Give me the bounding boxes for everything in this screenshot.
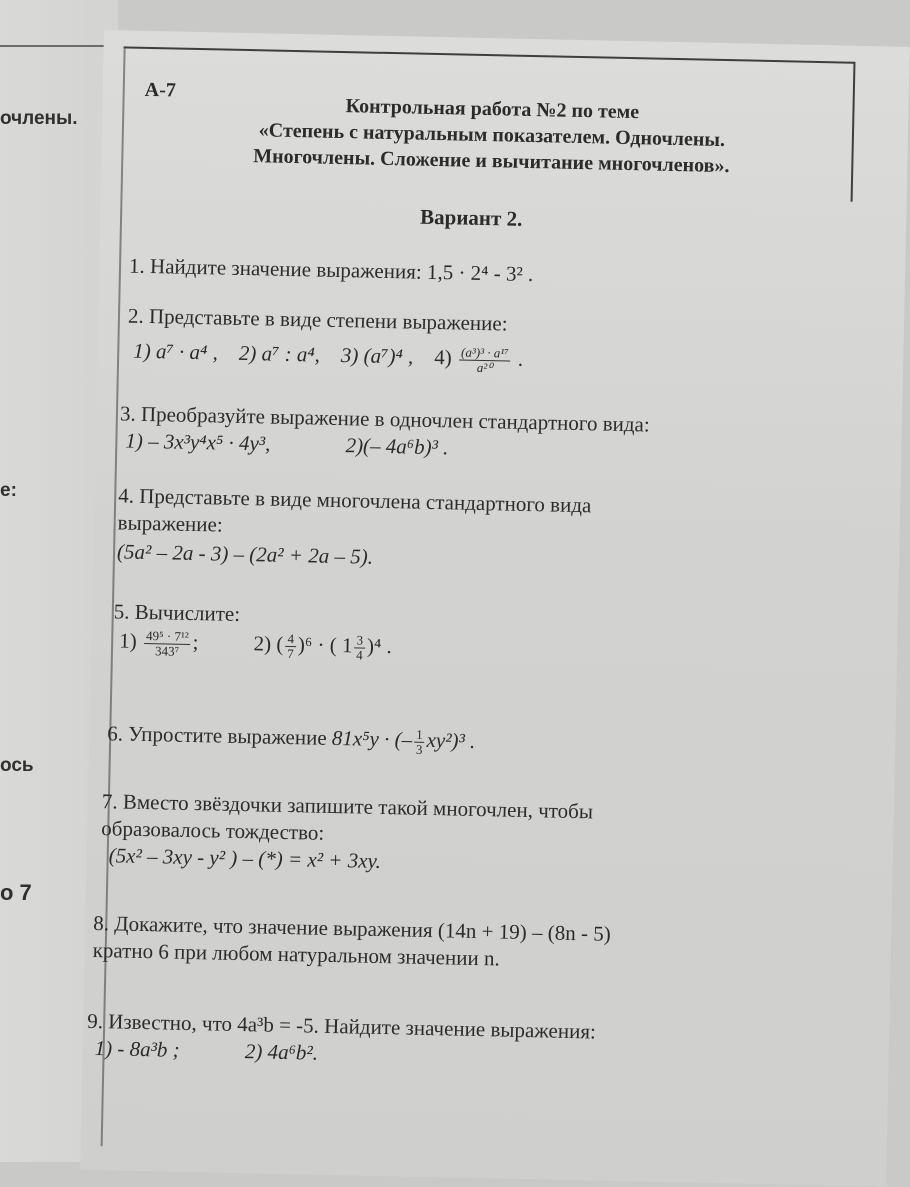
task-2-text: 2. Представьте в виде степени выражение: <box>127 303 508 336</box>
task-8-text: кратно 6 при любом натуральном значении n. <box>92 937 500 971</box>
fraction-denominator: 4 <box>356 647 363 663</box>
variant-code: А-7 <box>144 78 177 102</box>
task-9 <box>86 1008 596 1073</box>
task-2-item-1: 1) a⁷ · a⁴ , <box>133 338 219 365</box>
fraction-numerator: 1 <box>414 727 425 742</box>
task-2-item-4-end: . <box>517 346 524 371</box>
adjacent-text-fragment: очлены. <box>0 108 78 129</box>
task-6-text: 6. Упростите выражение <box>107 721 327 750</box>
frame-top-line <box>124 46 854 63</box>
task-4-expression: (5a² – 2a - 3) – (2a² + 2a – 5). <box>116 539 374 569</box>
task-7 <box>100 788 593 879</box>
task-6 <box>107 720 476 757</box>
title-line: Контрольная работа №2 по теме <box>345 95 640 124</box>
task-9-item-2: 2) 4a⁶b². <box>244 1039 319 1065</box>
task-1 <box>129 253 534 288</box>
task-5-items <box>113 627 392 663</box>
task-5-item-2-end: )⁴ . <box>366 633 393 659</box>
task-7-expression: (5x² – 3xy - y² ) – (*) = x² + 3xy. <box>108 843 382 873</box>
task-3-item-1: 1) – 3x³y⁴x⁵ · 4y³, <box>125 428 271 456</box>
task-5-item-2-fraction-2 <box>354 633 365 662</box>
task-8 <box>92 910 611 975</box>
fraction-denominator: 343⁷ <box>154 642 180 659</box>
task-9-item-1: 1) - 8a³b ; <box>94 1036 180 1062</box>
task-2-item-4-fraction <box>459 345 511 375</box>
adjacent-page-rule <box>0 45 110 47</box>
task-2-item-3: 3) (a⁷)⁴ , <box>340 343 414 369</box>
task-5 <box>113 598 393 663</box>
task-3-item-2: 2)(– 4a⁶b)³ . <box>345 433 449 460</box>
fraction-numerator: 3 <box>354 633 365 648</box>
task-2-item-2: 2) a⁷ : a⁴, <box>238 340 321 367</box>
task-5-item-1-end: ; <box>192 629 199 655</box>
task-7-text: образовалось тождество: <box>101 816 325 845</box>
adjacent-text-fragment: е: <box>0 480 17 501</box>
task-5-text: 5. Вычислите: <box>113 599 241 626</box>
fraction-numerator: (a³)³ · a¹⁷ <box>459 345 511 361</box>
task-2-item-4-label: 4) <box>434 344 453 370</box>
adjacent-text-fragment: ось <box>0 755 34 776</box>
test-title <box>171 89 812 180</box>
task-6-expression-b: xy²)³ . <box>426 727 476 753</box>
title-line: Многочлены. Сложение и вычитание многочленов». <box>252 145 730 178</box>
adjacent-text-fragment: о 7 <box>0 880 32 905</box>
test-sheet <box>80 30 910 1187</box>
frame-left-line <box>101 46 126 1146</box>
task-6-expression-a: 81x⁵y · (– <box>331 725 413 752</box>
fraction-numerator: 4 <box>285 632 296 647</box>
fraction-numerator: 49⁵ · 7¹² <box>144 629 191 645</box>
task-4 <box>117 482 592 575</box>
task-5-item-2-label: 2) ( <box>253 631 284 656</box>
fraction-denominator: a²⁰ <box>476 359 493 375</box>
task-2-items <box>127 338 523 376</box>
fraction-denominator: 3 <box>415 741 423 757</box>
task-3-text: 3. Преобразуйте выражение в одночлен стандартного вида: <box>119 401 650 437</box>
task-5-item-2-fraction-1 <box>285 632 296 661</box>
task-8-text: 8. Докажите, что значение выражения (14n + 19) – (8n - 5) <box>93 910 611 946</box>
task-4-text: 4. Представьте в виде многочлена стандартного вида <box>118 483 592 518</box>
task-5-item-1-fraction <box>144 629 191 659</box>
title-line: «Степень с натуральным показателем. Одночлены. <box>258 119 726 152</box>
variant-label: Вариант 2. <box>419 204 523 231</box>
frame-right-line <box>851 62 856 202</box>
task-5-item-1-label: 1) <box>118 628 137 653</box>
task-2 <box>127 303 524 376</box>
task-6-fraction <box>414 727 425 756</box>
task-1-text: 1. Найдите значение выражения: <box>128 253 422 284</box>
task-4-text: выражение: <box>117 510 223 537</box>
task-1-expression: 1,5 · 2⁴ - 3² . <box>426 259 534 287</box>
task-7-text: 7. Вместо звёздочки запишите такой многочлен, чтобы <box>101 789 594 824</box>
fraction-denominator: 7 <box>287 645 294 661</box>
task-9-text: 9. Известно, что 4a³b = -5. Найдите значение выражения: <box>86 1008 597 1044</box>
task-5-item-2-middle: )⁶ · ( 1 <box>297 632 353 658</box>
task-3 <box>119 400 650 465</box>
